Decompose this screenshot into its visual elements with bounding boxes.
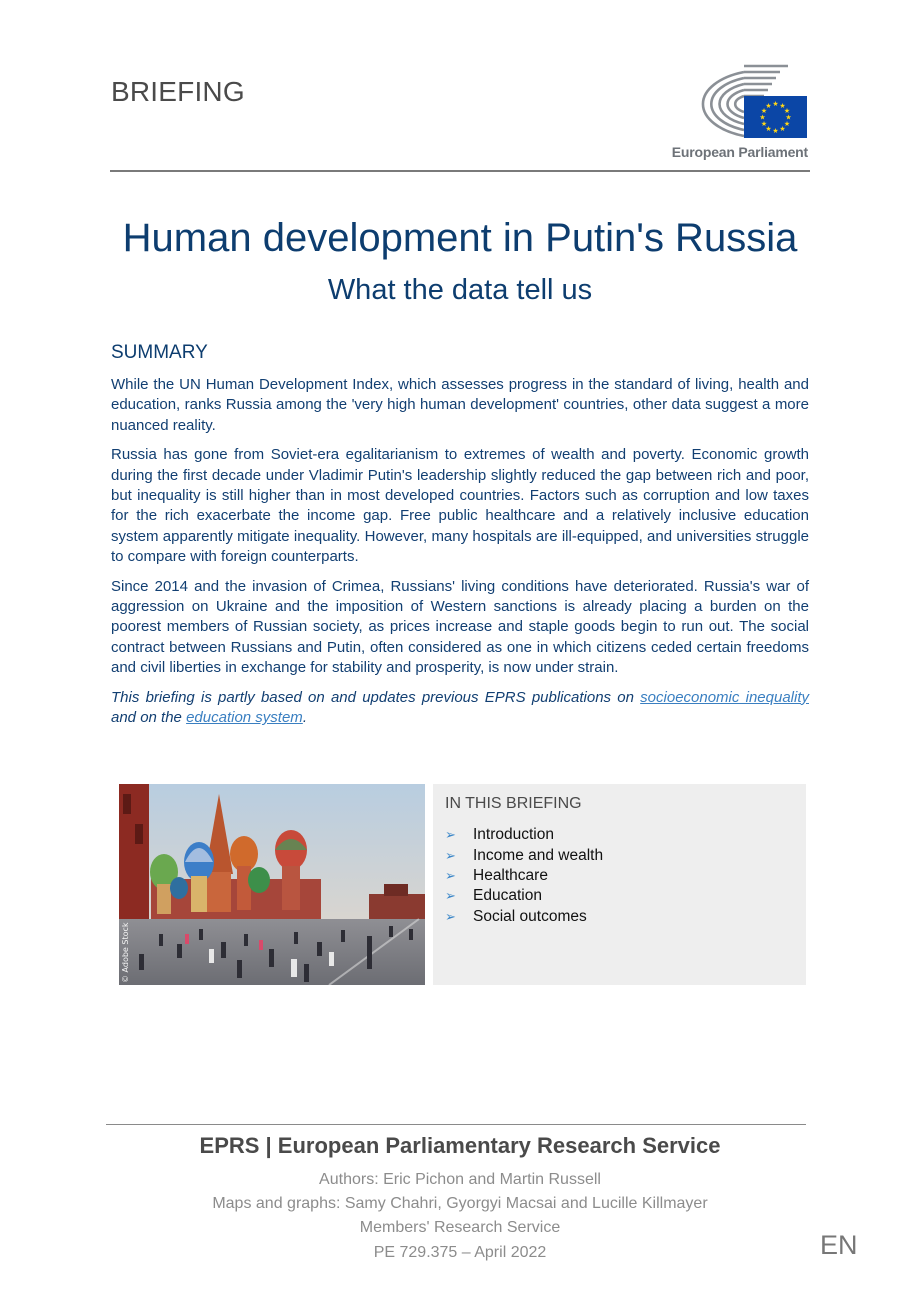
svg-text:★: ★ [772,100,779,108]
toc-list [445,825,603,927]
toc-item-label: Social outcomes [473,907,587,925]
footer-graphs-credit: Maps and graphs: Samy Chahri, Gyorgyi Macsai and Lucille Killmayer [212,1195,708,1212]
svg-text:★: ★ [779,125,786,133]
svg-text:★: ★ [765,102,772,110]
photo-credit [119,899,131,985]
document-type: BRIEFING [111,76,245,107]
svg-text:★: ★ [760,120,768,128]
svg-text:★: ★ [760,107,768,115]
note-text: This briefing is partly based on and updates previous EPRS publications on [111,688,641,706]
toc-item[interactable] [445,907,603,927]
svg-text:★: ★ [785,113,792,122]
toc-item-label: Education [473,887,542,905]
note-text: and on the [111,709,187,727]
toc-heading: IN THIS BRIEFING [445,795,582,812]
hemicycle-logo-icon [668,62,810,142]
toc-item[interactable] [445,845,603,865]
arrow-icon: ➢ [445,888,456,904]
page-subtitle: What the data tell us [327,274,593,306]
arrow-icon: ➢ [445,827,456,843]
footer-reference: PE 729.375 – April 2022 [373,1244,547,1261]
arrow-icon: ➢ [445,908,456,924]
toc-item-label: Introduction [473,826,554,844]
svg-text:★: ★ [765,125,772,133]
logo-text: European Parliament [671,144,808,160]
summary-section [111,375,809,738]
page-title: Human development in Putin's Russia [122,216,798,260]
language-code: EN [820,1230,858,1260]
socioeconomic-inequality-link[interactable]: socioeconomic inequality [640,688,809,706]
footer-service: Members' Research Service [359,1219,561,1236]
in-this-briefing-box [433,784,806,985]
summary-heading: SUMMARY [111,342,208,363]
red-square-photo [119,784,425,985]
arrow-icon: ➢ [445,847,456,863]
toc-item[interactable] [445,866,603,886]
footer-organisation: EPRS | European Parliamentary Research Service [199,1133,721,1158]
european-parliament-logo [668,62,810,166]
toc-item-label: Income and wealth [473,846,604,864]
svg-text:★: ★ [783,120,791,128]
note-text: . [302,709,307,727]
photo-credit-text: © Adobe Stock [121,922,130,983]
svg-text:★: ★ [783,107,791,115]
summary-paragraph: While the UN Human Development Index, which assesses progress in the standard of living, health and education, ranks Russia among the 'very high human development' countries, other data suggest a more nuanced reality. [111,376,809,434]
summary-paragraph: Since 2014 and the invasion of Crimea, Russians' living conditions have deteriorated. Russia's war of aggression on Ukraine and the imposition of Western sanctions is already placing a burden on the poorest members of Russian society, as prices increase and staple goods begin to run out. The social contract between Russians and Putin, often considered as one in which citizens ceded certain freedoms and civil liberties in exchange for stability and prosperity, is now under strain. [111,577,809,677]
footer-authors: Authors: Eric Pichon and Martin Russell [319,1171,601,1188]
summary-paragraph: Russia has gone from Soviet-era egalitarianism to extremes of wealth and poverty. Economic growth during the first decade under Vladimir Putin's leadership slightly reduced the gap between rich and poor, but inequality is still higher than in most developed countries. Factors such as corruption and low taxes for the rich exacerbate the income gap. Free public healthcare and a relatively inclusive education system apparently mitigate inequality. However, many hospitals are ill-equipped, and universities struggle to compare with foreign counterparts. [111,446,809,566]
toc-item[interactable] [445,886,603,906]
header-divider [110,170,810,172]
toc-item[interactable] [445,825,603,845]
footer-divider [106,1124,806,1125]
summary-note [111,688,809,729]
education-system-link[interactable]: education system [186,709,303,727]
svg-text:★: ★ [772,127,779,135]
arrow-icon: ➢ [445,867,456,883]
svg-text:★: ★ [759,113,766,122]
svg-text:★: ★ [779,102,786,110]
toc-item-label: Healthcare [473,866,548,884]
